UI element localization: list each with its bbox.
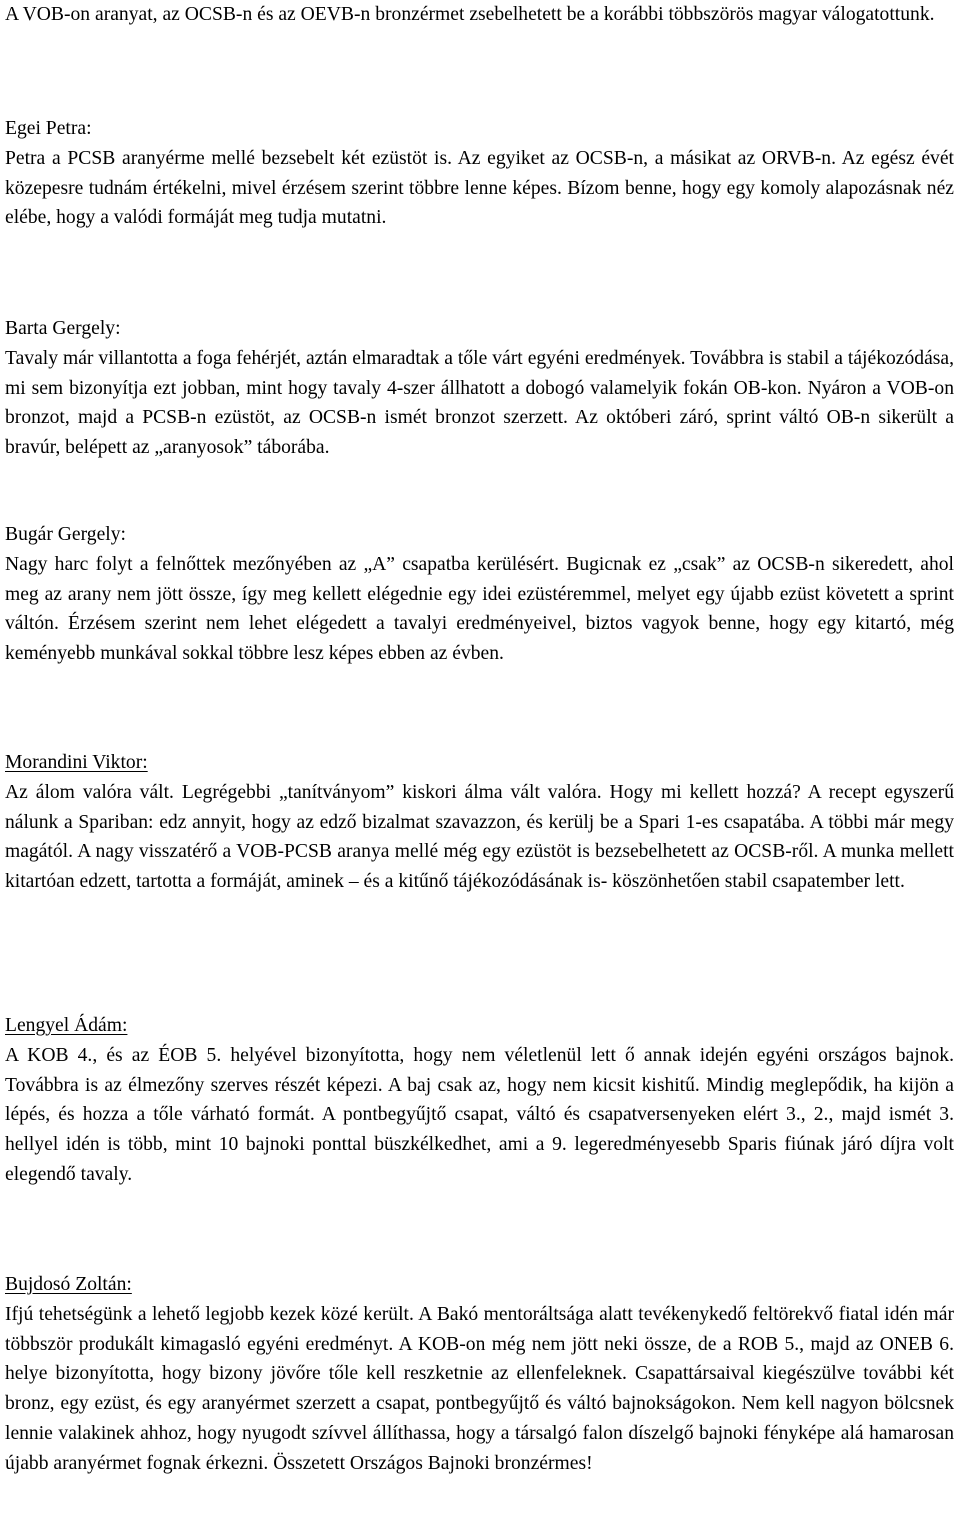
athlete-section-bugar-gergely xyxy=(5,520,954,669)
athlete-name: Barta Gergely: xyxy=(5,318,121,339)
athlete-heading xyxy=(5,314,954,344)
athlete-paragraph: Ifjú tehetségünk a lehető legjobb kezek közé került. A Bakó mentoráltsága alatt tevékenykedő feltörekvő fiatal idén már többször produkált kimagasló egyéni eredményt. A KOB-on még nem jött neki össze, de a ROB 5., majd az ONEB 6. helye bizonyította, hogy bizony jövőre tőle kell reszketnie az ellenfeleknek. Csapattársaival kiegészülve további két bronz, egy ezüst, és egy aranyérmet szerzett a csapat, pontbegyűjtő és váltó bajnokságokon. Nem kell nagyon bölcsnek lennie valakinek ahhoz, hogy nyugodt szívvel állíthassa, hogy a társalgó falon díszelgő bajnoki fényképe alá hamarosan újabb aranyérmet fognak érkezni. Összetett Országos Bajnoki bronzérmes! xyxy=(5,1303,954,1474)
athlete-section-lengyel-adam xyxy=(5,1011,954,1190)
athlete-heading xyxy=(5,1270,954,1300)
athlete-paragraph: A KOB 4., és az ÉOB 5. helyével bizonyította, hogy nem véletlenül lett ő annak idején egyéni országos bajnok. Továbbra is az élmezőny szerves részét képezi. A baj csak az, hogy nem kicsit kishitű. Mindig meglepődik, ha kijön a lépés, és hozza a tőle várható formát. A pontbegyűjtő csapat, váltó és csapatversenyeken elért 3., 2., majd ismét 3. hellyel idén is több, mint 10 bajnoki ponttal büszkélkedhet, ami a 9. legeredményesebb Sparis fiúnak járó díjra volt elegendő tavaly. xyxy=(5,1044,954,1185)
athlete-section-barta-gergely xyxy=(5,314,954,463)
athlete-section-morandini-viktor xyxy=(5,748,954,897)
intro-paragraph: A VOB-on aranyat, az OCSB-n és az OEVB-n bronzérmet zsebelhetett be a korábbi többszörös magyar válogatottunk. xyxy=(5,4,935,25)
athlete-name: Bugár Gergely: xyxy=(5,524,126,545)
athlete-heading xyxy=(5,520,954,550)
athlete-heading xyxy=(5,1011,954,1041)
athlete-paragraph: Tavaly már villantotta a foga fehérjét, aztán elmaradtak a tőle várt egyéni eredmények. Továbbra is stabil a tájékozódása, mi sem bizonyítja ezt jobban, mint hogy tavaly 4-szer állhatott a dobogó valamelyik fokán OB-kon. Nyáron a VOB-on bronzot, majd a PCSB-n ezüstöt, az OCSB-n ismét bronzot szerzett. Az októberi záró, sprint váltó OB-n sikerült a bravúr, belépett az „aranyosok” táborába. xyxy=(5,347,954,459)
athlete-paragraph: Nagy harc folyt a felnőttek mezőnyében az „A” csapatba kerülésért. Bugicnak ez „csak” az OCSB-n sikeredett, ahol meg az arany nem jött össze, így meg kellett elégednie egy idei ezüstéremmel, melyet egy újabb ezüst követett a sprint váltón. Érzésem szerint nem lehet elégedett a tavalyi eredményeivel, biztos vagyok benne, hogy egy kitartó, még keményebb munkával sokkal többre lesz képes ebben az évben. xyxy=(5,553,954,665)
athlete-paragraph: Az álom valóra vált. Legrégebbi „tanítványom” kiskori álma vált valóra. Hogy mi kellett hozzá? A recept egyszerű nálunk a Spariban: edz annyit, hogy az edző bizalmat szavazzon, és kerülj be a Spari 1-es csapatába. A többi már megy magától. A nagy visszatérő a VOB-PCSB aranya mellé még egy ezüstöt is bezsebelhetett az OCSB-ről. A munka mellett kitartóan edzett, tartotta a formáját, aminek – és a kitűnő tájékozódásának is- köszönhetően stabil csapatember lett. xyxy=(5,781,954,893)
athlete-heading xyxy=(5,748,954,778)
athlete-name: Lengyel Ádám: xyxy=(5,1015,128,1036)
athlete-section-bujdoso-zoltan xyxy=(5,1270,954,1479)
athlete-paragraph: Petra a PCSB aranyérme mellé bezsebelt két ezüstöt is. Az egyiket az OCSB-n, a másikat az ORVB-n. Az egész évét közepesre tudnám értékelni, mivel érzésem szerint többre lenne képes. Bízom benne, hogy egy komoly alapozásnak néz elébe, hogy a valódi formáját meg tudja mutatni. xyxy=(5,147,954,229)
athlete-heading xyxy=(5,114,954,144)
athlete-name: Egei Petra: xyxy=(5,118,92,139)
athlete-section-egei-petra xyxy=(5,114,954,233)
intro-section xyxy=(5,0,954,30)
athlete-name: Bujdosó Zoltán: xyxy=(5,1274,132,1295)
athlete-name: Morandini Viktor: xyxy=(5,752,148,773)
